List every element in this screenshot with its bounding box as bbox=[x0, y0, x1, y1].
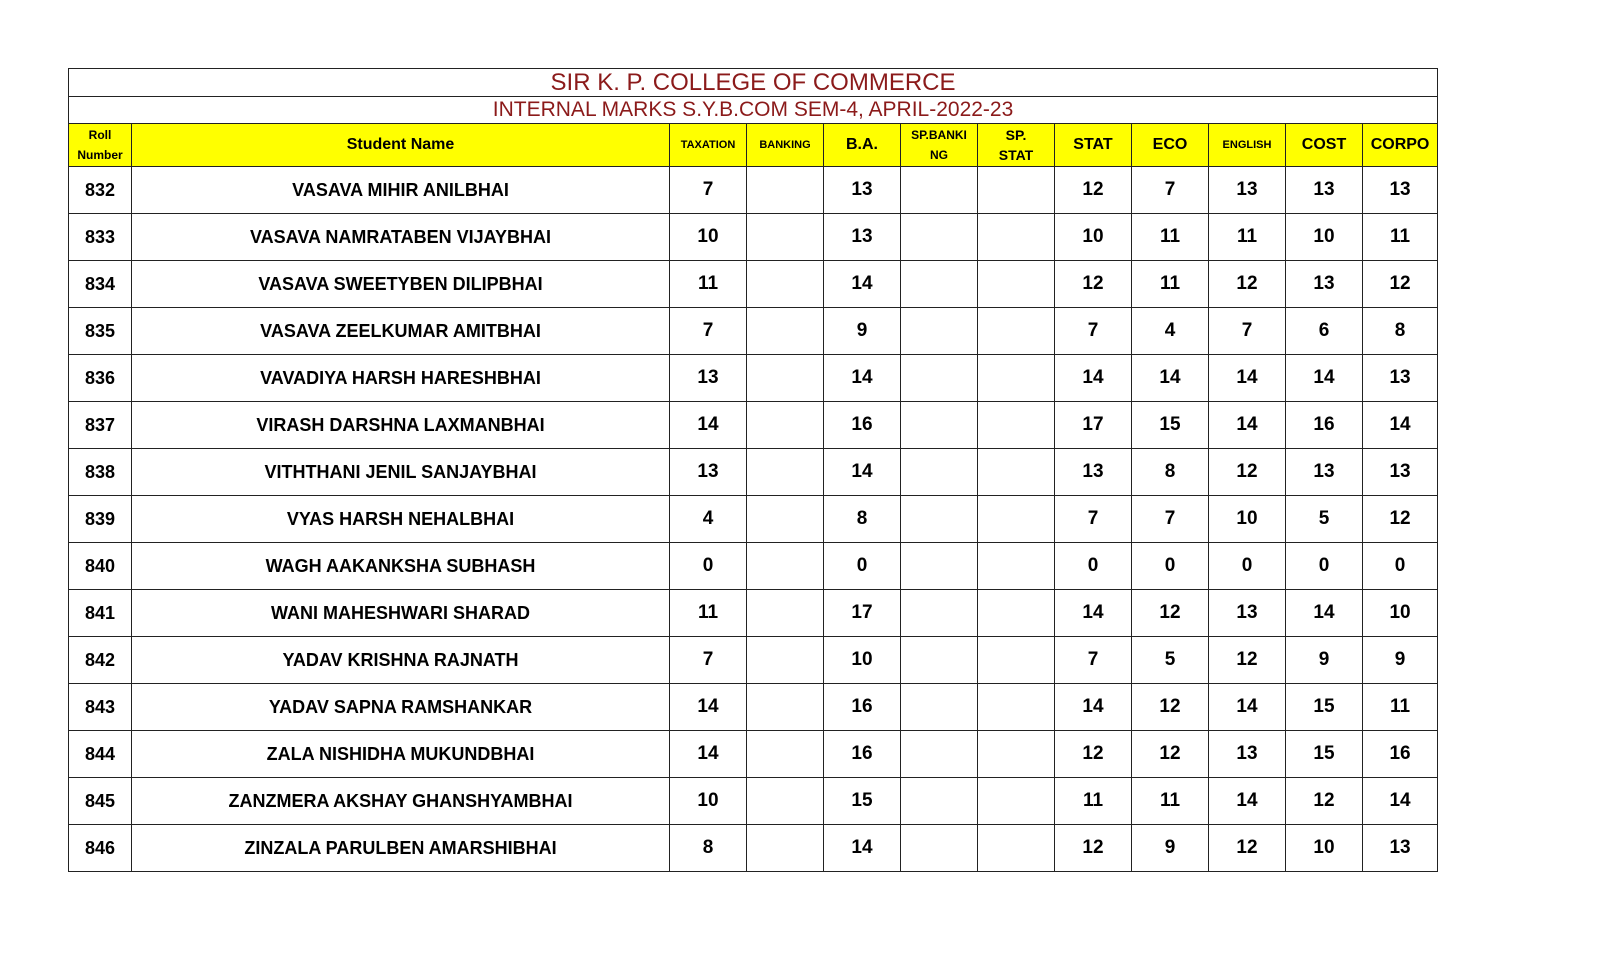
cell-eco: 14 bbox=[1132, 355, 1209, 402]
table-body bbox=[69, 167, 1438, 872]
cell-spstat bbox=[978, 167, 1055, 214]
col-header-ba: B.A. bbox=[824, 124, 901, 167]
cell-name: VYAS HARSH NEHALBHAI bbox=[132, 496, 670, 543]
cell-ba: 14 bbox=[824, 449, 901, 496]
cell-name: VASAVA MIHIR ANILBHAI bbox=[132, 167, 670, 214]
cell-roll: 840 bbox=[69, 543, 132, 590]
col-header-spbanking bbox=[901, 124, 978, 167]
cell-eco: 8 bbox=[1132, 449, 1209, 496]
cell-name: WAGH AAKANKSHA SUBHASH bbox=[132, 543, 670, 590]
table-row bbox=[69, 590, 1438, 637]
cell-spstat bbox=[978, 261, 1055, 308]
cell-spbanking bbox=[901, 261, 978, 308]
cell-english: 7 bbox=[1209, 308, 1286, 355]
cell-stat: 12 bbox=[1055, 825, 1132, 872]
cell-english: 14 bbox=[1209, 402, 1286, 449]
cell-spstat bbox=[978, 449, 1055, 496]
cell-roll: 839 bbox=[69, 496, 132, 543]
cell-cost: 10 bbox=[1286, 214, 1363, 261]
cell-eco: 12 bbox=[1132, 590, 1209, 637]
cell-corpo: 13 bbox=[1363, 167, 1438, 214]
cell-name: VITHTHANI JENIL SANJAYBHAI bbox=[132, 449, 670, 496]
cell-roll: 842 bbox=[69, 637, 132, 684]
col-header-corpo: CORPO bbox=[1363, 124, 1438, 167]
cell-name: YADAV KRISHNA RAJNATH bbox=[132, 637, 670, 684]
cell-corpo: 16 bbox=[1363, 731, 1438, 778]
cell-eco: 0 bbox=[1132, 543, 1209, 590]
cell-spstat bbox=[978, 214, 1055, 261]
cell-cost: 0 bbox=[1286, 543, 1363, 590]
cell-stat: 12 bbox=[1055, 731, 1132, 778]
col-header-roll bbox=[69, 124, 132, 167]
cell-spbanking bbox=[901, 402, 978, 449]
cell-banking bbox=[747, 355, 824, 402]
cell-ba: 10 bbox=[824, 637, 901, 684]
cell-roll: 832 bbox=[69, 167, 132, 214]
cell-banking bbox=[747, 402, 824, 449]
cell-spbanking bbox=[901, 684, 978, 731]
col-header-name: Student Name bbox=[132, 124, 670, 167]
cell-ba: 9 bbox=[824, 308, 901, 355]
cell-roll: 833 bbox=[69, 214, 132, 261]
table-row bbox=[69, 355, 1438, 402]
cell-eco: 7 bbox=[1132, 167, 1209, 214]
cell-taxation: 7 bbox=[670, 637, 747, 684]
cell-spbanking bbox=[901, 778, 978, 825]
cell-stat: 12 bbox=[1055, 167, 1132, 214]
cell-corpo: 13 bbox=[1363, 449, 1438, 496]
cell-stat: 10 bbox=[1055, 214, 1132, 261]
cell-ba: 13 bbox=[824, 214, 901, 261]
cell-ba: 17 bbox=[824, 590, 901, 637]
table-row bbox=[69, 402, 1438, 449]
cell-corpo: 14 bbox=[1363, 778, 1438, 825]
cell-corpo: 10 bbox=[1363, 590, 1438, 637]
cell-eco: 11 bbox=[1132, 778, 1209, 825]
cell-english: 14 bbox=[1209, 355, 1286, 402]
cell-english: 12 bbox=[1209, 261, 1286, 308]
cell-spbanking bbox=[901, 308, 978, 355]
cell-name: VASAVA NAMRATABEN VIJAYBHAI bbox=[132, 214, 670, 261]
cell-spbanking bbox=[901, 543, 978, 590]
cell-spbanking bbox=[901, 637, 978, 684]
cell-taxation: 4 bbox=[670, 496, 747, 543]
cell-roll: 845 bbox=[69, 778, 132, 825]
cell-banking bbox=[747, 637, 824, 684]
cell-corpo: 11 bbox=[1363, 684, 1438, 731]
table-row bbox=[69, 778, 1438, 825]
cell-eco: 11 bbox=[1132, 214, 1209, 261]
cell-spbanking bbox=[901, 167, 978, 214]
subtitle-row bbox=[69, 97, 1438, 124]
cell-roll: 843 bbox=[69, 684, 132, 731]
marks-table bbox=[68, 68, 1438, 872]
cell-spstat bbox=[978, 496, 1055, 543]
cell-corpo: 13 bbox=[1363, 355, 1438, 402]
cell-name: ZINZALA PARULBEN AMARSHIBHAI bbox=[132, 825, 670, 872]
cell-english: 13 bbox=[1209, 731, 1286, 778]
cell-stat: 14 bbox=[1055, 684, 1132, 731]
table-row bbox=[69, 825, 1438, 872]
cell-english: 12 bbox=[1209, 825, 1286, 872]
cell-eco: 11 bbox=[1132, 261, 1209, 308]
cell-taxation: 7 bbox=[670, 308, 747, 355]
cell-eco: 4 bbox=[1132, 308, 1209, 355]
cell-ba: 14 bbox=[824, 261, 901, 308]
col-header-cost: COST bbox=[1286, 124, 1363, 167]
cell-english: 12 bbox=[1209, 449, 1286, 496]
cell-stat: 7 bbox=[1055, 496, 1132, 543]
cell-cost: 12 bbox=[1286, 778, 1363, 825]
cell-ba: 14 bbox=[824, 355, 901, 402]
table-row bbox=[69, 496, 1438, 543]
col-header-eco: ECO bbox=[1132, 124, 1209, 167]
cell-corpo: 8 bbox=[1363, 308, 1438, 355]
cell-spstat bbox=[978, 355, 1055, 402]
college-title: SIR K. P. COLLEGE OF COMMERCE bbox=[69, 69, 1438, 97]
cell-spbanking bbox=[901, 496, 978, 543]
cell-banking bbox=[747, 214, 824, 261]
cell-cost: 14 bbox=[1286, 355, 1363, 402]
cell-taxation: 14 bbox=[670, 402, 747, 449]
cell-taxation: 10 bbox=[670, 214, 747, 261]
cell-roll: 841 bbox=[69, 590, 132, 637]
cell-spstat bbox=[978, 543, 1055, 590]
cell-cost: 13 bbox=[1286, 261, 1363, 308]
cell-english: 14 bbox=[1209, 778, 1286, 825]
cell-english: 0 bbox=[1209, 543, 1286, 590]
cell-corpo: 0 bbox=[1363, 543, 1438, 590]
cell-spbanking bbox=[901, 355, 978, 402]
cell-taxation: 0 bbox=[670, 543, 747, 590]
cell-name: ZALA NISHIDHA MUKUNDBHAI bbox=[132, 731, 670, 778]
cell-banking bbox=[747, 543, 824, 590]
cell-corpo: 14 bbox=[1363, 402, 1438, 449]
cell-cost: 13 bbox=[1286, 167, 1363, 214]
cell-taxation: 11 bbox=[670, 590, 747, 637]
cell-banking bbox=[747, 825, 824, 872]
cell-spbanking bbox=[901, 214, 978, 261]
exam-subtitle: INTERNAL MARKS S.Y.B.COM SEM-4, APRIL-2022-23 bbox=[69, 97, 1438, 124]
cell-stat: 7 bbox=[1055, 637, 1132, 684]
table-row bbox=[69, 167, 1438, 214]
cell-spbanking bbox=[901, 825, 978, 872]
table-row bbox=[69, 449, 1438, 496]
table-row bbox=[69, 308, 1438, 355]
roll-header-line2: Number bbox=[77, 148, 123, 162]
cell-cost: 15 bbox=[1286, 684, 1363, 731]
cell-stat: 14 bbox=[1055, 590, 1132, 637]
cell-corpo: 12 bbox=[1363, 496, 1438, 543]
cell-stat: 13 bbox=[1055, 449, 1132, 496]
cell-banking bbox=[747, 167, 824, 214]
cell-ba: 13 bbox=[824, 167, 901, 214]
cell-roll: 835 bbox=[69, 308, 132, 355]
column-header-row bbox=[69, 124, 1438, 167]
cell-corpo: 9 bbox=[1363, 637, 1438, 684]
spbanking-header-line1: SP.BANKI bbox=[911, 128, 967, 142]
cell-banking bbox=[747, 261, 824, 308]
cell-ba: 16 bbox=[824, 684, 901, 731]
cell-taxation: 14 bbox=[670, 731, 747, 778]
cell-roll: 837 bbox=[69, 402, 132, 449]
spbanking-header-line2: NG bbox=[930, 148, 948, 162]
cell-cost: 10 bbox=[1286, 825, 1363, 872]
cell-english: 10 bbox=[1209, 496, 1286, 543]
cell-taxation: 8 bbox=[670, 825, 747, 872]
cell-ba: 14 bbox=[824, 825, 901, 872]
cell-stat: 14 bbox=[1055, 355, 1132, 402]
cell-cost: 16 bbox=[1286, 402, 1363, 449]
table-row bbox=[69, 731, 1438, 778]
spstat-header-line2: STAT bbox=[998, 147, 1034, 163]
cell-banking bbox=[747, 449, 824, 496]
cell-taxation: 14 bbox=[670, 684, 747, 731]
col-header-banking: BANKING bbox=[747, 124, 824, 167]
cell-banking bbox=[747, 731, 824, 778]
cell-spstat bbox=[978, 590, 1055, 637]
cell-spstat bbox=[978, 825, 1055, 872]
cell-banking bbox=[747, 308, 824, 355]
cell-name: VASAVA ZEELKUMAR AMITBHAI bbox=[132, 308, 670, 355]
cell-spstat bbox=[978, 308, 1055, 355]
cell-eco: 9 bbox=[1132, 825, 1209, 872]
cell-roll: 834 bbox=[69, 261, 132, 308]
cell-roll: 844 bbox=[69, 731, 132, 778]
cell-eco: 12 bbox=[1132, 731, 1209, 778]
cell-cost: 9 bbox=[1286, 637, 1363, 684]
cell-cost: 6 bbox=[1286, 308, 1363, 355]
cell-stat: 11 bbox=[1055, 778, 1132, 825]
table-row bbox=[69, 637, 1438, 684]
cell-taxation: 11 bbox=[670, 261, 747, 308]
roll-header-line1: Roll bbox=[88, 128, 112, 142]
cell-spstat bbox=[978, 684, 1055, 731]
cell-spbanking bbox=[901, 590, 978, 637]
cell-stat: 12 bbox=[1055, 261, 1132, 308]
cell-name: YADAV SAPNA RAMSHANKAR bbox=[132, 684, 670, 731]
col-header-stat: STAT bbox=[1055, 124, 1132, 167]
cell-ba: 0 bbox=[824, 543, 901, 590]
cell-english: 13 bbox=[1209, 590, 1286, 637]
cell-spstat bbox=[978, 637, 1055, 684]
cell-english: 12 bbox=[1209, 637, 1286, 684]
cell-banking bbox=[747, 496, 824, 543]
cell-english: 13 bbox=[1209, 167, 1286, 214]
cell-banking bbox=[747, 684, 824, 731]
cell-taxation: 7 bbox=[670, 167, 747, 214]
cell-eco: 7 bbox=[1132, 496, 1209, 543]
cell-name: VIRASH DARSHNA LAXMANBHAI bbox=[132, 402, 670, 449]
cell-roll: 846 bbox=[69, 825, 132, 872]
table-row bbox=[69, 261, 1438, 308]
cell-taxation: 13 bbox=[670, 449, 747, 496]
cell-eco: 5 bbox=[1132, 637, 1209, 684]
cell-ba: 8 bbox=[824, 496, 901, 543]
cell-spbanking bbox=[901, 731, 978, 778]
cell-ba: 16 bbox=[824, 402, 901, 449]
cell-name: VAVADIYA HARSH HARESHBHAI bbox=[132, 355, 670, 402]
cell-cost: 15 bbox=[1286, 731, 1363, 778]
cell-english: 14 bbox=[1209, 684, 1286, 731]
cell-corpo: 13 bbox=[1363, 825, 1438, 872]
cell-spstat bbox=[978, 402, 1055, 449]
cell-roll: 836 bbox=[69, 355, 132, 402]
cell-stat: 7 bbox=[1055, 308, 1132, 355]
cell-ba: 16 bbox=[824, 731, 901, 778]
table-row bbox=[69, 684, 1438, 731]
cell-eco: 12 bbox=[1132, 684, 1209, 731]
cell-spstat bbox=[978, 778, 1055, 825]
cell-corpo: 11 bbox=[1363, 214, 1438, 261]
cell-ba: 15 bbox=[824, 778, 901, 825]
cell-eco: 15 bbox=[1132, 402, 1209, 449]
cell-banking bbox=[747, 590, 824, 637]
cell-banking bbox=[747, 778, 824, 825]
cell-cost: 13 bbox=[1286, 449, 1363, 496]
col-header-spstat bbox=[978, 124, 1055, 167]
cell-name: WANI MAHESHWARI SHARAD bbox=[132, 590, 670, 637]
cell-stat: 0 bbox=[1055, 543, 1132, 590]
cell-roll: 838 bbox=[69, 449, 132, 496]
cell-cost: 14 bbox=[1286, 590, 1363, 637]
cell-cost: 5 bbox=[1286, 496, 1363, 543]
cell-corpo: 12 bbox=[1363, 261, 1438, 308]
cell-spbanking bbox=[901, 449, 978, 496]
cell-english: 11 bbox=[1209, 214, 1286, 261]
title-row bbox=[69, 69, 1438, 97]
cell-taxation: 10 bbox=[670, 778, 747, 825]
cell-spstat bbox=[978, 731, 1055, 778]
col-header-english: ENGLISH bbox=[1209, 124, 1286, 167]
table-row bbox=[69, 214, 1438, 261]
cell-name: ZANZMERA AKSHAY GHANSHYAMBHAI bbox=[132, 778, 670, 825]
cell-name: VASAVA SWEETYBEN DILIPBHAI bbox=[132, 261, 670, 308]
col-header-taxation: TAXATION bbox=[670, 124, 747, 167]
spstat-header-line1: SP. bbox=[1005, 127, 1027, 143]
table-row bbox=[69, 543, 1438, 590]
cell-stat: 17 bbox=[1055, 402, 1132, 449]
cell-taxation: 13 bbox=[670, 355, 747, 402]
